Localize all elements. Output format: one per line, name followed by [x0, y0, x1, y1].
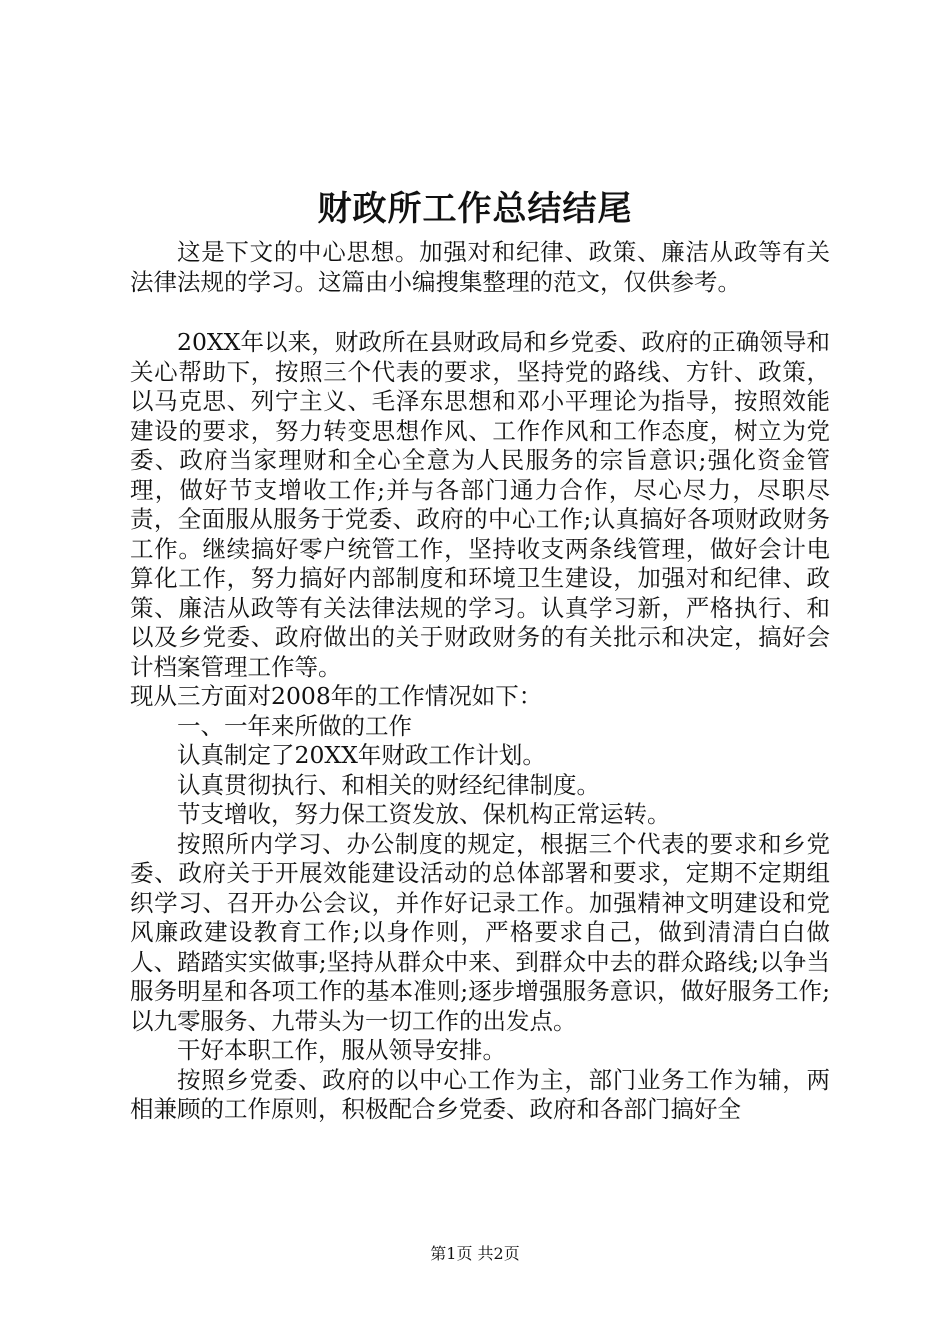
intro-block: [130, 238, 830, 297]
body-paragraph-4: 认真贯彻执行、和相关的财经纪律制度。: [177, 770, 600, 799]
body-paragraph-6: 按照所内学习、办公制度的规定，根据三个代表的要求和乡党委、政府关于开展效能建设活动的总体部署和要求，定期不定期组织学习、召开办公会议，并作好记录工作。加强精神文明建设和党风廉政建设教育工作;以身作则，严格要求自己，做到清清白白做人、踏踏实实做事;坚持从群众中来、到群众中去的群众路线;以争当服务明星和各项工作的基本准则;逐步增强服务意识，做好服务工作;以九零服务、九带头为一切工作的出发点。: [130, 829, 830, 1035]
page-indicator: 第1页 共2页: [430, 1244, 520, 1263]
document-title: 财政所工作总结结尾: [317, 189, 633, 229]
intro-paragraph: 这是下文的中心思想。加强对和纪律、政策、廉洁从政等有关法律法规的学习。这篇由小编搜集整理的范文，仅供参考。: [130, 238, 830, 296]
section-heading-1: 一、一年来所做的工作: [177, 711, 412, 740]
body-paragraph-8: 按照乡党委、政府的以中心工作为主，部门业务工作为辅，两相兼顾的工作原则，积极配合乡党委、政府和各部门搞好全: [130, 1065, 830, 1123]
body-paragraph-5: 节支增收，努力保工资发放、保机构正常运转。: [177, 800, 671, 828]
body-block: [130, 328, 830, 1125]
body-paragraph-3: 认真制定了20XX年财政工作计划。: [177, 741, 546, 769]
body-paragraph-2: 现从三方面对2008年的工作情况如下：: [130, 682, 543, 710]
body-paragraph-1: 20XX年以来，财政所在县财政局和乡党委、政府的正确领导和关心帮助下，按照三个代表的要求，坚持党的路线、方针、政策，以马克思、列宁主义、毛泽东思想和邓小平理论为指导，按照效能建设的要求，努力转变思想作风、工作作风和工作态度，树立为党委、政府当家理财和全心全意为人民服务的宗旨意识;强化资金管理，做好节支增收工作;并与各部门通力合作，尽心尽力，尽职尽责，全面服从服务于党委、政府的中心工作;认真搞好各项财政财务工作。继续搞好零户统管工作，坚持收支两条线管理，做好会计电算化工作，努力搞好内部制度和环境卫生建设，加强对和纪律、政策、廉洁从政等有关法律法规的学习。认真学习新，严格执行、和以及乡党委、政府做出的关于财政财务的有关批示和决定，搞好会计档案管理工作等。: [130, 328, 830, 681]
body-paragraph-7: 干好本职工作，服从领导安排。: [177, 1036, 506, 1064]
